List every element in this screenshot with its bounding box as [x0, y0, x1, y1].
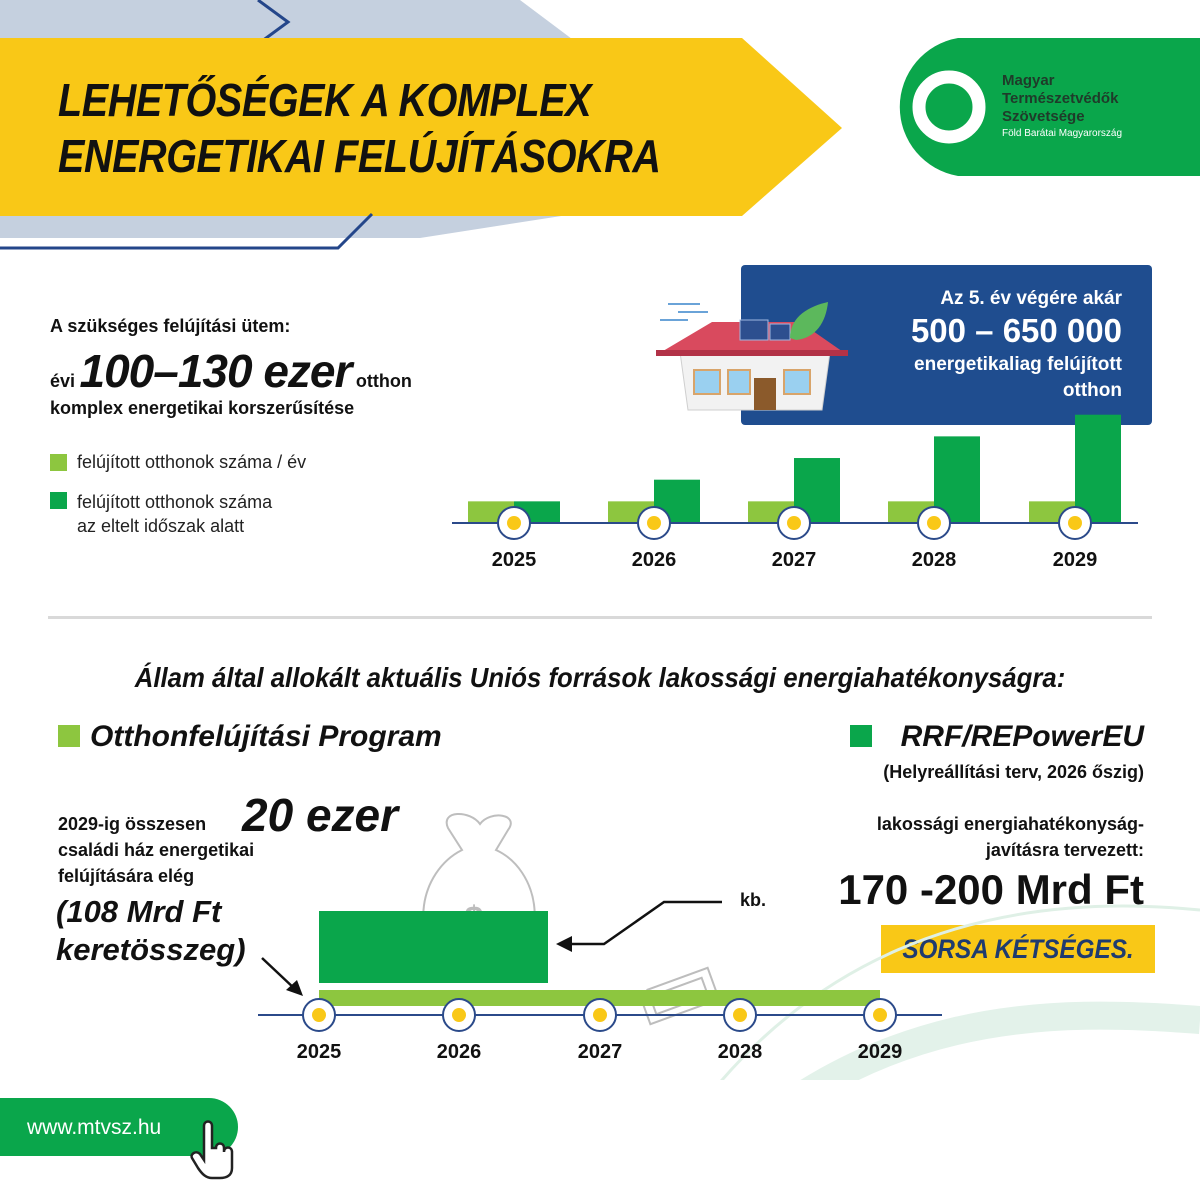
timeline2-dot-2026: [452, 1008, 466, 1022]
program-a-title: Otthonfelújítási Program: [90, 720, 442, 753]
tick-label-2026: 2026: [631, 549, 677, 571]
tick2-label-2026: 2026: [436, 1041, 482, 1063]
timeline-dot-2028: [927, 516, 941, 530]
program-b-subtitle: (Helyreállítási terv, 2026 őszig): [883, 762, 1144, 782]
arrow-to-program-a: [262, 958, 296, 990]
tick2-label-2025: 2025: [296, 1041, 342, 1063]
timeline-dot-2025: [507, 516, 521, 530]
section-divider: [48, 616, 1152, 619]
logo-line-1: Magyar: [1002, 72, 1055, 89]
funds-chart: [0, 780, 1200, 1080]
timeline2-dot-2025: [312, 1008, 326, 1022]
title-line-2: ENERGETIKAI FELÚJÍTÁSOKRA: [58, 130, 661, 182]
arrow-head-b: [556, 936, 572, 952]
callout-value: 500 – 650 000: [910, 312, 1122, 349]
eu-funds-title: Állam által allokált aktuális Uniós források lakossági energiahatékonyságra:: [134, 662, 1066, 693]
timeline-dot-2029: [1068, 516, 1082, 530]
tick2-label-2027: 2027: [577, 1041, 623, 1063]
legend-label-cumulative-1: felújított otthonok száma: [77, 492, 273, 512]
program-b-swatch: [850, 725, 872, 747]
logo-line-2: Természetvédők: [1002, 90, 1119, 107]
renovation-description: komplex energetikai korszerűsítése: [50, 398, 355, 418]
program-a-amount-2: keretösszeg): [56, 932, 246, 967]
tick2-label-2029: 2029: [857, 1041, 903, 1063]
program-b-prefix: kb.: [740, 890, 767, 910]
program-b-line-1: lakossági energiahatékonyság-: [876, 814, 1144, 834]
tick-label-2025: 2025: [491, 549, 537, 571]
program-b-amount: 170 -200 Mrd Ft: [838, 866, 1144, 913]
logo-line-3: Szövetsége: [1002, 108, 1085, 125]
timeline2-dot-2029: [873, 1008, 887, 1022]
program-b-title: RRF/REPowerEU: [900, 720, 1144, 753]
tick-label-2029: 2029: [1052, 549, 1098, 571]
bar-cumulative-2029: [1075, 415, 1121, 523]
program-a-swatch: [58, 725, 80, 747]
rate-value: 100–130 ezer: [79, 345, 352, 397]
bar-rrf-repowereu: [319, 911, 548, 983]
tick-label-2027: 2027: [771, 549, 817, 571]
callout-line-1: Az 5. év végére akár: [940, 288, 1122, 309]
timeline-dot-2027: [787, 516, 801, 530]
title-line-1: LEHETŐSÉGEK A KOMPLEX: [58, 74, 592, 126]
program-a-line-3: felújítására elég: [58, 866, 195, 886]
program-a-line-1: 2029-ig összesen: [58, 814, 207, 834]
logo-subtitle: Föld Barátai Magyarország: [1002, 128, 1123, 139]
website-link[interactable]: www.mtvsz.hu: [27, 1116, 162, 1139]
rate-suffix: otthon: [355, 371, 412, 391]
rate-prefix: évi: [50, 371, 76, 391]
program-a-line-2: családi ház energetikai: [58, 840, 255, 860]
callout-line-4: otthon: [1062, 380, 1122, 401]
program-a-homes-value: 20 ezer: [242, 789, 399, 841]
pointer-hand-icon: [190, 1118, 236, 1180]
arrow-to-program-b: [568, 902, 722, 944]
callout-line-3: energetikaliag felújított: [914, 354, 1122, 375]
program-b-line-2: javításra tervezett:: [985, 840, 1144, 860]
renovation-label: A szükséges felújítási ütem:: [50, 316, 291, 336]
tick-label-2028: 2028: [911, 549, 957, 571]
legend-label-cumulative-2: az eltelt időszak alatt: [77, 516, 245, 536]
tick2-label-2028: 2028: [717, 1041, 763, 1063]
timeline2-dot-2027: [593, 1008, 607, 1022]
program-a-amount-1: (108 Mrd Ft: [56, 894, 222, 929]
timeline-dot-2026: [647, 516, 661, 530]
legend-label-yearly: felújított otthonok száma / év: [77, 452, 307, 472]
status-badge-text: SORSA KÉTSÉGES.: [902, 934, 1134, 964]
timeline2-dot-2028: [733, 1008, 747, 1022]
